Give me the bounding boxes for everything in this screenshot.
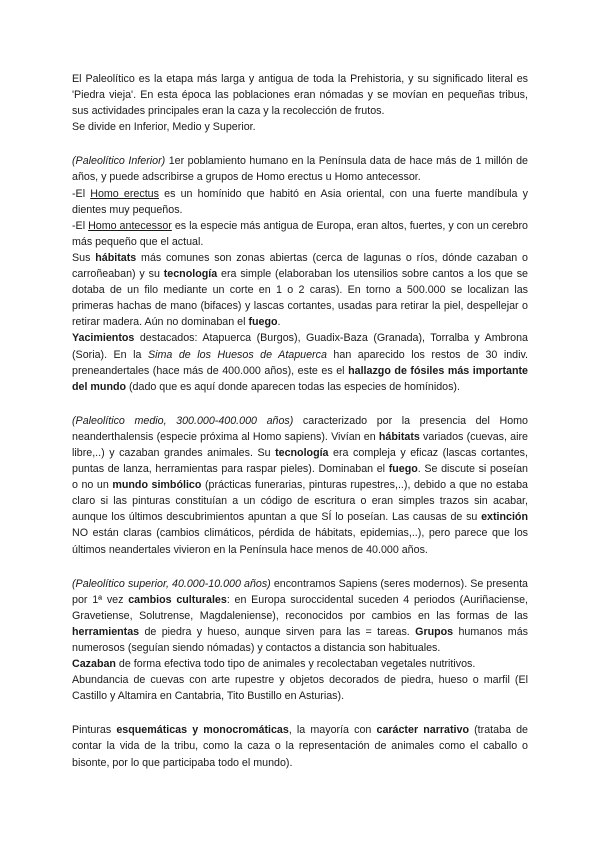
- inferior-yacimientos-paragraph: Yacimientos destacados: Atapuerca (Burgos), Guadix-Baza (Granada), Torralba y Ambrona (Soria). En la Sima de los Huesos de Atapuerca han aparecido los restos de 30 indiv. preneandertales (hace más de 400.000 años), este es el hallazgo de fósiles más importante del mundo (dado que es aquí donde aparecen todas las especies de homínidos).: [72, 332, 528, 393]
- pinturas-paragraph: Pinturas esquemáticas y monocromáticas, la mayoría con carácter narrativo (trataba de contar la vida de la tribu, como la caza o la representación de animales como el caballo o bisonte, por lo que participaba todo el mundo).: [72, 724, 528, 769]
- medio-title: (Paleolítico medio, 300.000-400.000 años): [72, 414, 294, 427]
- homo-antecessor-term: Homo antecessor: [88, 219, 172, 232]
- inferior-title: (Paleolítico Inferior): [72, 155, 166, 168]
- inferior-habitats-paragraph: Sus hábitats más comunes son zonas abiertas (cerca de lagunas o ríos, dónde cazaban o carroñeaban) y su tecnología era simple (elaboraban los utensilios sobre cantos a los que se dotaba de un filo mediante un corte en 1 o 2 caras). En torno a 500.000 se localizan las primeras hachas de mano (bifaces) y lascas cortantes, usadas para retirar la piel, despellejar o retirar madera. Aún no dominaban el fuego.: [72, 251, 528, 329]
- intro-paragraph: El Paleolítico es la etapa más larga y antigua de toda la Prehistoria, y su significado literal es 'Piedra vieja'. En esta época las poblaciones eran nómadas y se movían en pequeñas tribus, sus actividades principales eran la caza y la recolección de frutos.: [72, 73, 528, 118]
- superior-paragraph: (Paleolítico superior, 40.000-10.000 años) encontramos Sapiens (seres modernos). Se presenta por 1ª vez cambios culturales: en Europa suroccidental suceden 4 periodos (Auriñaciense, Gravetiense, Solutrense, Magdaleniense), reconocidos por cambios en las formas de las herramientas de piedra y hueso, aunque sirven para las = tareas. Grupos humanos más numerosos (seguían siendo nómadas) y contactos a distancia son habituales.: [72, 577, 528, 654]
- document-page: [72, 71, 528, 771]
- superior-arte: Abundancia de cuevas con arte rupestre y objetos decorados de piedra, hueso o marfil (El Castillo y Altamira en Cantabria, Tito Bustillo en Asturias).: [72, 674, 528, 703]
- homo-antecessor-item: -El Homo antecessor es la especie más antigua de Europa, eran altos, fuertes, y con un cerebro más pequeño que el actual.: [72, 219, 528, 248]
- inferior-intro: (Paleolítico Inferior) 1er poblamiento humano en la Península data de hace más de 1 millón de años, y puede adscribirse a grupos de Homo erectus u Homo antecessor.: [72, 155, 528, 184]
- superior-title: (Paleolítico superior, 40.000-10.000 años): [72, 577, 271, 590]
- homo-erectus-item: -El Homo erectus es un homínido que habitó en Asia oriental, con una fuerte mandíbula y dientes muy pequeños.: [72, 187, 529, 216]
- medio-paragraph: (Paleolítico medio, 300.000-400.000 años) caracterizado por la presencia del Homo neanderthalensis (especie próxima al Homo sapiens). Vivían en hábitats variados (cuevas, aire libre,..) y cazaban grandes animales. Su tecnología era compleja y eficaz (lascas cortantes, puntas de lanza, herramientas para raspar pieles). Dominaban el fuego. Se discute si poseían o no un mundo simbólico (prácticas funerarias, pinturas rupestres,..), debido a que no estaba claro si las pinturas constituían a un código de escritura o eran simples trazos sin acabar, aunque los últimos descubrimientos apuntan a que SÍ lo poseían. Las causas de su extinción NO están claras (cambios climáticos, pérdida de hábitats, epidemias,..), pero parece que los últimos neandertales vivieron en la Península hace menos de 40.000 años.: [72, 414, 528, 556]
- homo-erectus-term: Homo erectus: [90, 187, 159, 200]
- superior-cazaban: Cazaban de forma efectiva todo tipo de animales y recolectaban vegetales nutritivos.: [72, 658, 476, 671]
- intro-division: Se divide en Inferior, Medio y Superior.: [72, 121, 256, 134]
